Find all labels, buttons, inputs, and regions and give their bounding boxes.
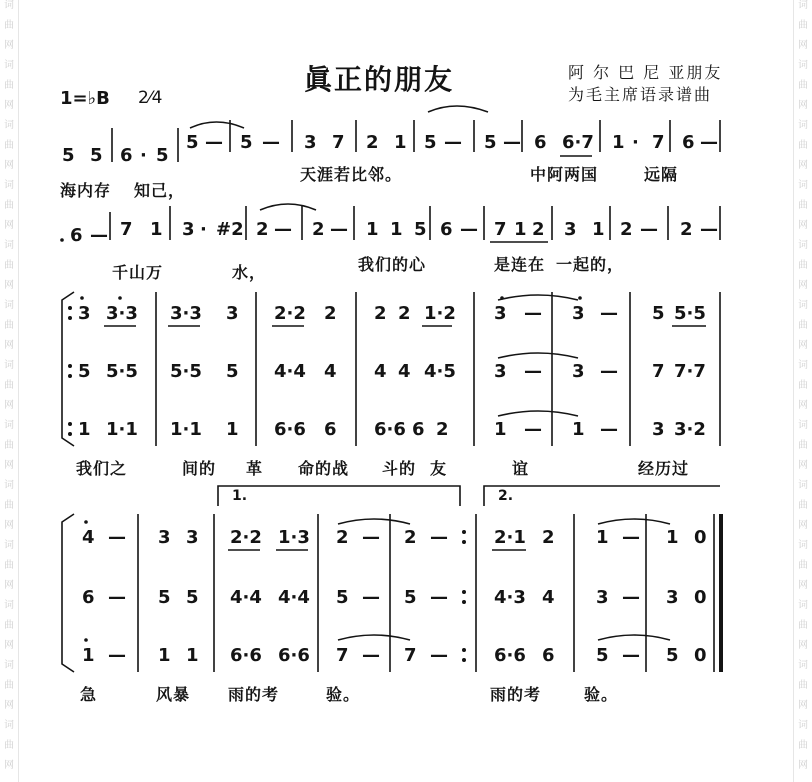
lyric: 远隔 xyxy=(644,165,679,184)
note: 6 xyxy=(82,587,95,608)
note: 3·3 xyxy=(170,303,202,324)
watermark-glyph: 曲 xyxy=(798,320,808,331)
note: 1 xyxy=(394,132,407,153)
note: 5 xyxy=(240,132,253,153)
note: 3·3 xyxy=(106,303,138,324)
note: 5 xyxy=(666,645,679,666)
lyric: 知己， xyxy=(134,181,186,200)
note: 3 xyxy=(596,587,609,608)
note: 3 xyxy=(572,361,585,382)
note: 2 xyxy=(532,219,545,240)
watermark-glyph: 网 xyxy=(798,640,808,651)
watermark-glyph: 网 xyxy=(798,760,808,771)
note: 4·5 xyxy=(424,361,456,382)
note: 6 xyxy=(120,145,133,166)
watermark-glyph: 词 xyxy=(4,360,14,371)
note: 6 xyxy=(412,419,425,440)
watermark-glyph: 网 xyxy=(798,520,808,531)
song-title: 眞正的朋友 xyxy=(304,63,455,96)
dash: — xyxy=(108,587,126,608)
note: #2 xyxy=(216,219,244,240)
tie xyxy=(260,204,316,210)
watermark-glyph: 词 xyxy=(798,60,808,71)
note: 3·2 xyxy=(674,419,706,440)
note: 5 xyxy=(414,219,427,240)
dash: — xyxy=(503,132,521,153)
tie xyxy=(598,635,670,640)
watermark-glyph: 曲 xyxy=(4,560,14,571)
note: 5 xyxy=(226,361,239,382)
repeat-dot xyxy=(462,658,466,662)
dash: — xyxy=(460,219,478,240)
watermark-glyph: 网 xyxy=(4,580,14,591)
watermark-glyph: 网 xyxy=(4,340,14,351)
dash: — xyxy=(108,645,126,666)
watermark-glyph: 曲 xyxy=(4,620,14,631)
lyric: 雨的考 xyxy=(228,685,280,704)
repeat-dot xyxy=(68,422,72,426)
note: 7 xyxy=(120,219,133,240)
second-ending-label: 2. xyxy=(498,488,514,504)
dash: — xyxy=(430,587,448,608)
note: 6 xyxy=(682,132,695,153)
credit-lyricist: 阿 尔 巴 尼 亚朋友 xyxy=(568,63,723,82)
octave-dot xyxy=(80,296,84,300)
watermark-glyph: 曲 xyxy=(798,20,808,31)
system-bracket xyxy=(62,292,74,446)
dash: — xyxy=(274,219,292,240)
dot: · xyxy=(200,219,207,240)
note: 1 xyxy=(226,419,239,440)
note: 7 xyxy=(652,132,665,153)
note: 0 xyxy=(694,645,707,666)
note: 3 xyxy=(78,303,91,324)
note: 2·1 xyxy=(494,527,526,548)
watermark-glyph: 网 xyxy=(4,220,14,231)
note: 7 xyxy=(336,645,349,666)
note: 0 xyxy=(694,527,707,548)
watermark-glyph: 曲 xyxy=(798,80,808,91)
watermark-glyph: 曲 xyxy=(798,380,808,391)
note: 1·2 xyxy=(424,303,456,324)
tie xyxy=(498,353,578,358)
watermark-glyph: 网 xyxy=(4,400,14,411)
watermark-glyph: 词 xyxy=(4,300,14,311)
note: 2 xyxy=(398,303,411,324)
lyric: 一起的， xyxy=(556,255,625,274)
note: 5 xyxy=(186,587,199,608)
watermark-glyph: 曲 xyxy=(4,320,14,331)
repeat-dot xyxy=(462,530,466,534)
note: 3 xyxy=(494,303,507,324)
repeat-dot xyxy=(68,306,72,310)
lyric: 是连在 xyxy=(494,255,546,274)
watermark-glyph: 曲 xyxy=(798,560,808,571)
note: 4·3 xyxy=(494,587,526,608)
dash: — xyxy=(362,587,380,608)
note: 2 xyxy=(374,303,387,324)
watermark-glyph: 网 xyxy=(4,700,14,711)
watermark-glyph: 词 xyxy=(4,600,14,611)
dash: — xyxy=(600,361,618,382)
second-ending-bracket xyxy=(484,486,720,506)
note: 2 xyxy=(404,527,417,548)
watermark-glyph: 曲 xyxy=(798,740,808,751)
dash: — xyxy=(524,303,542,324)
watermark-glyph: 词 xyxy=(798,360,808,371)
note: 1 xyxy=(612,132,625,153)
dash: — xyxy=(600,419,618,440)
lyric: 水， xyxy=(232,263,267,282)
lyric: 风暴 xyxy=(156,685,191,704)
note: 2 xyxy=(542,527,555,548)
note: 6 xyxy=(440,219,453,240)
dash: — xyxy=(622,527,640,548)
repeat-dot xyxy=(462,590,466,594)
watermark-glyph: 词 xyxy=(4,0,14,11)
note: 7 xyxy=(332,132,345,153)
watermark-glyph: 词 xyxy=(4,420,14,431)
note: 7 xyxy=(652,361,665,382)
note: 5 xyxy=(484,132,497,153)
dash: — xyxy=(622,587,640,608)
key-signature: 1=♭B xyxy=(60,88,110,109)
note: 1 xyxy=(366,219,379,240)
dash: — xyxy=(262,132,280,153)
note: 5 xyxy=(90,145,103,166)
note: 5 xyxy=(156,145,169,166)
note: 6·6 xyxy=(494,645,526,666)
note: 1 xyxy=(390,219,403,240)
watermark-glyph: 词 xyxy=(4,60,14,71)
note: 2 xyxy=(336,527,349,548)
watermark-glyph: 词 xyxy=(4,540,14,551)
note: 3 xyxy=(158,527,171,548)
note: 1 xyxy=(158,645,171,666)
dash: — xyxy=(524,361,542,382)
note: 6·6 xyxy=(230,645,262,666)
tie xyxy=(428,106,488,112)
watermark-glyph: 词 xyxy=(4,120,14,131)
watermark-glyph: 词 xyxy=(798,180,808,191)
octave-dot xyxy=(84,638,88,642)
note: 3 xyxy=(564,219,577,240)
repeat-dot xyxy=(462,648,466,652)
watermark-glyph: 词 xyxy=(798,420,808,431)
note: 1 xyxy=(666,527,679,548)
watermark-glyph: 网 xyxy=(4,280,14,291)
watermark-glyph: 网 xyxy=(4,100,14,111)
note: 1·1 xyxy=(170,419,202,440)
note: 4 xyxy=(374,361,387,382)
note: 2 xyxy=(256,219,269,240)
watermark-glyph: 网 xyxy=(4,520,14,531)
dash: — xyxy=(90,225,108,246)
watermark-glyph: 曲 xyxy=(798,140,808,151)
watermark-glyph: 网 xyxy=(4,460,14,471)
note: 3 xyxy=(182,219,195,240)
note: 4·4 xyxy=(274,361,306,382)
note: 6·6 xyxy=(374,419,406,440)
note: 1 xyxy=(494,419,507,440)
watermark-glyph: 词 xyxy=(798,720,808,731)
note: 3 xyxy=(304,132,317,153)
lyric: 天涯若比邻。 xyxy=(300,165,403,184)
note: 7·7 xyxy=(674,361,706,382)
watermark-glyph: 曲 xyxy=(798,200,808,211)
watermark-glyph: 曲 xyxy=(4,80,14,91)
repeat-dot xyxy=(462,540,466,544)
dot: · xyxy=(140,145,147,166)
watermark-glyph: 词 xyxy=(798,300,808,311)
watermark-glyph: 词 xyxy=(4,240,14,251)
dash: — xyxy=(330,219,348,240)
watermark-glyph: 曲 xyxy=(798,440,808,451)
octave-dot xyxy=(500,296,504,300)
lyric: 千山万 xyxy=(112,263,164,282)
watermark-glyph: 网 xyxy=(798,400,808,411)
watermark-glyph: 曲 xyxy=(4,200,14,211)
watermark-glyph: 曲 xyxy=(4,440,14,451)
note: 3 xyxy=(226,303,239,324)
note: 1·3 xyxy=(278,527,310,548)
watermark-glyph: 网 xyxy=(798,280,808,291)
dash: — xyxy=(700,132,718,153)
lyric: 我们的心 xyxy=(358,255,427,274)
note: 1 xyxy=(572,419,585,440)
note: 2·2 xyxy=(230,527,262,548)
dash: — xyxy=(362,527,380,548)
watermark-glyph: 词 xyxy=(4,180,14,191)
lyric: 雨的考 xyxy=(490,685,542,704)
watermark-glyph: 词 xyxy=(798,600,808,611)
note: 1 xyxy=(596,527,609,548)
watermark-glyph: 曲 xyxy=(4,260,14,271)
note: 1 xyxy=(78,419,91,440)
note: 2 xyxy=(366,132,379,153)
lyric: 中阿两国 xyxy=(530,165,599,184)
watermark-glyph: 网 xyxy=(798,160,808,171)
note: 4 xyxy=(324,361,337,382)
watermark-glyph: 网 xyxy=(798,40,808,51)
note: 4 xyxy=(542,587,555,608)
watermark-glyph: 曲 xyxy=(798,260,808,271)
watermark-glyph: 网 xyxy=(4,760,14,771)
first-ending-bracket xyxy=(218,486,460,506)
watermark-glyph: 曲 xyxy=(4,140,14,151)
watermark-glyph: 网 xyxy=(798,100,808,111)
tie xyxy=(338,635,410,640)
tie xyxy=(498,411,578,416)
note: 2 xyxy=(324,303,337,324)
note: 5 xyxy=(596,645,609,666)
watermark-glyph: 词 xyxy=(4,660,14,671)
note: 6 xyxy=(324,419,337,440)
watermark-glyph: 曲 xyxy=(4,740,14,751)
note: 4·4 xyxy=(230,587,262,608)
credit-composer: 为毛主席语录谱曲 xyxy=(568,85,713,104)
watermark-glyph: 网 xyxy=(798,340,808,351)
note: 2 xyxy=(312,219,325,240)
dash: — xyxy=(430,527,448,548)
first-ending-label: 1. xyxy=(232,488,248,504)
lyric: 友 xyxy=(430,459,448,478)
dash: — xyxy=(444,132,462,153)
note: 2 xyxy=(680,219,693,240)
note: 3 xyxy=(666,587,679,608)
dash: — xyxy=(205,132,223,153)
note: 5·5 xyxy=(674,303,706,324)
lyric: 验。 xyxy=(584,685,619,704)
note: 5·5 xyxy=(170,361,202,382)
repeat-dot xyxy=(68,374,72,378)
note: 6·6 xyxy=(278,645,310,666)
watermark-glyph: 词 xyxy=(4,480,14,491)
note: 2·2 xyxy=(274,303,306,324)
lyric: 验。 xyxy=(326,685,361,704)
tie xyxy=(598,519,670,524)
watermark-glyph: 词 xyxy=(798,660,808,671)
dash: — xyxy=(622,645,640,666)
repeat-dot xyxy=(68,316,72,320)
dash: — xyxy=(108,527,126,548)
note: 1 xyxy=(82,645,95,666)
dash: — xyxy=(640,219,658,240)
note: 6 xyxy=(70,225,83,246)
note: 2 xyxy=(620,219,633,240)
repeat-dot xyxy=(462,600,466,604)
watermark-glyph: 曲 xyxy=(4,20,14,31)
watermark-glyph: 词 xyxy=(798,480,808,491)
tie xyxy=(498,295,578,300)
watermark-glyph: 网 xyxy=(798,220,808,231)
dash: — xyxy=(600,303,618,324)
lyric: 我们之 xyxy=(76,459,128,478)
watermark-glyph: 网 xyxy=(4,640,14,651)
note: 4 xyxy=(82,527,95,548)
watermark-glyph: 词 xyxy=(798,540,808,551)
note: 6·6 xyxy=(274,419,306,440)
watermark-glyph: 网 xyxy=(798,580,808,591)
note: 5 xyxy=(336,587,349,608)
dash: — xyxy=(524,419,542,440)
note: 5 xyxy=(62,145,75,166)
note: 5 xyxy=(424,132,437,153)
watermark-glyph: 曲 xyxy=(4,500,14,511)
watermark-glyph: 网 xyxy=(798,460,808,471)
watermark-glyph: 词 xyxy=(4,720,14,731)
note: 5 xyxy=(186,132,199,153)
note: 5 xyxy=(158,587,171,608)
note: 3 xyxy=(572,303,585,324)
system-bracket xyxy=(62,514,74,672)
repeat-dot xyxy=(68,432,72,436)
note: 5 xyxy=(78,361,91,382)
lyric: 海内存 xyxy=(60,181,112,200)
watermark-glyph: 网 xyxy=(4,160,14,171)
note: 6 xyxy=(534,132,547,153)
note: 1·1 xyxy=(106,419,138,440)
watermark-glyph: 网 xyxy=(4,40,14,51)
note: 6·7 xyxy=(562,132,594,153)
note: 2 xyxy=(436,419,449,440)
lyric: 急 xyxy=(80,685,98,704)
tie xyxy=(338,519,410,524)
note: 1 xyxy=(514,219,527,240)
note: 5·5 xyxy=(106,361,138,382)
note: 3 xyxy=(494,361,507,382)
watermark-glyph: 词 xyxy=(798,240,808,251)
note: 6 xyxy=(542,645,555,666)
watermark-glyph: 曲 xyxy=(4,680,14,691)
note: 3 xyxy=(186,527,199,548)
dash: — xyxy=(700,219,718,240)
note: 4·4 xyxy=(278,587,310,608)
tie xyxy=(190,122,244,128)
note: 5 xyxy=(404,587,417,608)
watermark-glyph: 词 xyxy=(798,0,808,11)
note: 1 xyxy=(592,219,605,240)
octave-dot xyxy=(84,520,88,524)
note: 7 xyxy=(404,645,417,666)
repeat-dot xyxy=(68,364,72,368)
watermark-glyph: 曲 xyxy=(4,380,14,391)
lyric: 斗的 xyxy=(382,459,417,478)
watermark-glyph: 曲 xyxy=(798,680,808,691)
dash: — xyxy=(362,645,380,666)
watermark-glyph: 词 xyxy=(798,120,808,131)
octave-dot xyxy=(60,238,64,242)
lyric: 革 xyxy=(246,459,264,478)
lyric: 经历过 xyxy=(638,459,690,478)
octave-dot xyxy=(118,296,122,300)
lyric: 间的 xyxy=(182,459,217,478)
note: 0 xyxy=(694,587,707,608)
dot: · xyxy=(632,132,639,153)
dash: — xyxy=(430,645,448,666)
octave-dot xyxy=(578,296,582,300)
note: 7 xyxy=(494,219,507,240)
watermark-glyph: 曲 xyxy=(798,500,808,511)
lyric: 命的战 xyxy=(298,459,350,478)
note: 1 xyxy=(150,219,163,240)
note: 5 xyxy=(652,303,665,324)
watermark-glyph: 网 xyxy=(798,700,808,711)
lyric: 谊 xyxy=(512,459,530,478)
time-signature: 2⁄4 xyxy=(138,88,163,108)
watermark-glyph: 曲 xyxy=(798,620,808,631)
note: 4 xyxy=(398,361,411,382)
note: 3 xyxy=(652,419,665,440)
note: 1 xyxy=(186,645,199,666)
